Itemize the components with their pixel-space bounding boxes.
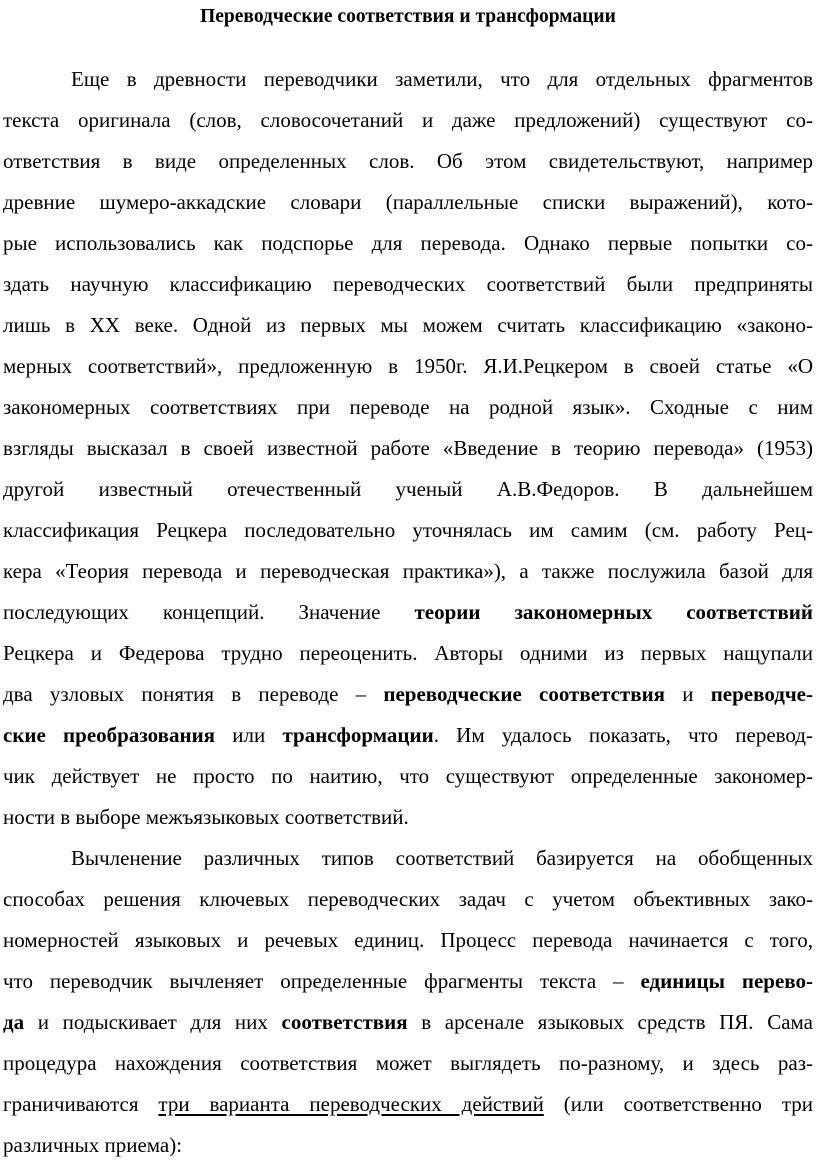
text-line: ответствия в виде определенных слов. Об этом свидетельствуют, например [3, 149, 813, 173]
bold-term: трансформации [282, 723, 434, 747]
text-line: взгляды высказал в своей известной работе «Введение в теорию перевода» (1953) [3, 436, 813, 460]
text-run: что переводчик вычленяет определенные фрагменты текста – [3, 969, 641, 993]
text-line: способах решения ключевых переводческих задач с учетом объективных зако- [3, 887, 813, 911]
text-line: номерностей языковых и речевых единиц. Процесс перевода начинается с того, [3, 928, 813, 952]
text-line [3, 966, 813, 996]
text-run: и подыскивает для них [24, 1010, 282, 1034]
text-run: последующих концепций. Значение [3, 600, 415, 624]
text-line [3, 679, 813, 709]
text-line: Вычленение различных типов соответствий базируется на обобщенных [71, 846, 813, 870]
bold-term: переводче- [710, 682, 813, 706]
bold-term: соответствия [281, 1010, 408, 1034]
text-line: процедура нахождения соответствия может выглядеть по-разному, и здесь раз- [3, 1051, 813, 1075]
text-line [3, 1007, 813, 1037]
text-line [3, 597, 813, 627]
bold-term: теории закономерных соответствий [414, 600, 813, 624]
text-line [3, 1089, 813, 1119]
text-line: древние шумеро-аккадские словари (параллельные списки выражений), кото- [3, 190, 813, 214]
bold-term: ские преобразования [3, 723, 216, 747]
bold-term: единицы перево- [640, 969, 813, 993]
text-line [3, 720, 813, 750]
text-line: Еще в древности переводчики заметили, что для отдельных фрагментов [71, 67, 813, 91]
bold-term: переводческие соответствия [383, 682, 666, 706]
text-line: мерных соответствий», предложенную в 1950г. Я.И.Рецкером в своей статье «О [3, 354, 813, 378]
text-line: текста оригинала (слов, словосочетаний и даже предложений) существуют со- [3, 108, 813, 132]
text-line: здать научную классификацию переводческих соответствий были предприняты [3, 272, 813, 296]
text-run: граничиваются [3, 1092, 159, 1116]
text-run: и [665, 682, 711, 706]
text-line: ности в выборе межъязыковых соответствий. [3, 805, 409, 829]
text-run: или [215, 723, 283, 747]
text-line: закономерных соответствиях при переводе на родной язык». Сходные с ним [3, 395, 813, 419]
text-line: чик действует не просто по наитию, что существуют определенные закономер- [3, 764, 813, 788]
text-line: Рецкера и Федерова трудно переоценить. Авторы одними из первых нащупали [3, 641, 813, 665]
text-line: кера «Теория перевода и переводческая практика»), а также послужила базой для [3, 559, 813, 583]
text-line: классификация Рецкера последовательно уточнялась им самим (см. работу Рец- [3, 518, 813, 542]
text-line: различных приема): [3, 1133, 183, 1157]
text-line: другой известный отечественный ученый А.В.Федоров. В дальнейшем [3, 477, 813, 501]
text-run: . Им удалось показать, что перевод- [433, 723, 813, 747]
text-run: (или соответственно три [543, 1092, 814, 1116]
bold-term: да [3, 1010, 25, 1034]
document-title: Переводческие соответствия и трансформации [200, 6, 616, 27]
text-run: два узловых понятия в переводе – [3, 682, 384, 706]
text-line: рые использовались как подспорье для перевода. Однако первые попытки со- [3, 231, 813, 255]
text-line: лишь в XX веке. Одной из первых мы можем считать классификацию «законо- [3, 313, 813, 337]
underlined-phrase: три варианта переводческих действий [158, 1092, 544, 1116]
text-run: в арсенале языковых средств ПЯ. Сама [407, 1010, 813, 1034]
